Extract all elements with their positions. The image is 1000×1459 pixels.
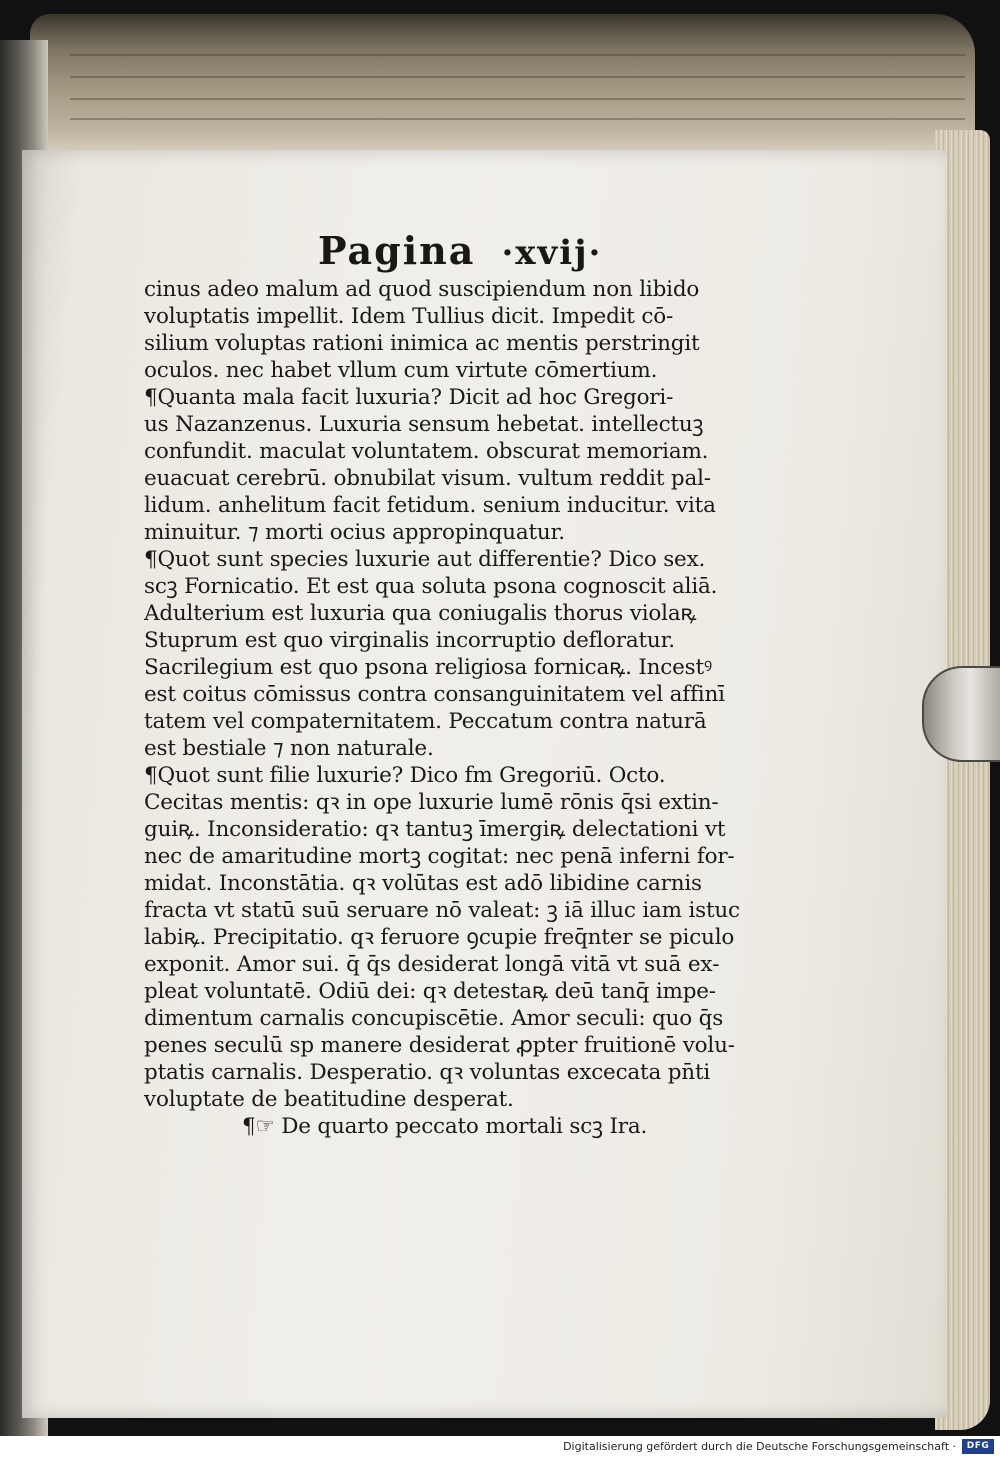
text-line: Sacrilegium est quo psona religiosa fornicaꝶ. Incestꝰ <box>144 655 712 680</box>
text-line: ¶Quot sunt species luxurie aut differentie? Dico sex. <box>144 547 706 572</box>
text-line: silium voluptas rationi inimica ac mentis perstringit <box>144 331 700 356</box>
text-line: est coitus cōmissus contra consanguinitatem vel affinī <box>144 682 725 707</box>
text-line: ¶Quanta mala facit luxuria? Dicit ad hoc Gregori‑ <box>144 385 674 410</box>
text-line: exponit. Amor sui. q̄ q̄s desiderat longā vitā vt suā ex‑ <box>144 952 720 977</box>
text-line: oculos. nec habet vllum cum virtute cōmertium. <box>144 358 658 383</box>
book-top-page-edges <box>30 14 975 154</box>
text-line: guiꝶ. Inconsideratio: qꝛ tantuꝫ īmergiꝶ delectationi vt <box>144 817 726 842</box>
folio-number: ·xvij· <box>501 233 603 273</box>
text-line: confundit. maculat voluntatem. obscurat memoriam. <box>144 439 709 464</box>
text-line: us Nazanzenus. Luxuria sensum hebetat. intellectuꝫ <box>144 412 704 437</box>
text-line: voluptate de beatitudine desperat. <box>144 1087 514 1112</box>
text-line: labiꝶ. Precipitatio. qꝛ feruore ꝯcupie freq̄nter se piculo <box>144 925 735 950</box>
text-line: euacuat cerebrū. obnubilat visum. vultum reddit pal‑ <box>144 466 711 491</box>
text-line: fracta vt statū suū seruare nō valeat: ꝫ iā illuc iam istuc <box>144 898 740 923</box>
text-line: scꝫ Fornicatio. Et est qua soluta psona cognoscit aliā. <box>144 574 718 599</box>
text-block <box>144 276 784 1140</box>
text-line: est bestiale ⁊ non naturale. <box>144 736 434 761</box>
text-line: ptatis carnalis. Desperatio. qꝛ voluntas excecata pn̄ti <box>144 1060 711 1085</box>
page-header <box>318 228 602 273</box>
text-line: penes seculū sp manere desiderat ꝓpter fruitionē volu‑ <box>144 1033 735 1058</box>
header-word: Pagina <box>318 228 476 273</box>
text-line: ¶Quot sunt filie luxurie? Dico fm Gregoriū. Octo. <box>144 763 666 788</box>
text-line: ¶☞ De quarto peccato mortali scꝫ Ira. <box>242 1114 648 1139</box>
book-clasp <box>922 666 1000 762</box>
text-line: dimentum carnalis concupiscētie. Amor seculi: quo q̄s <box>144 1006 724 1031</box>
text-line: minuitur. ⁊ morti ocius appropinquatur. <box>144 520 565 545</box>
footer-credit: Digitalisierung gefördert durch die Deutsche Forschungsgemeinschaft · <box>563 1440 956 1453</box>
text-line: Cecitas mentis: qꝛ in ope luxurie lumē rōnis q̄si extin‑ <box>144 790 719 815</box>
text-line: midat. Inconstātia. qꝛ volūtas est adō libidine carnis <box>144 871 702 896</box>
text-line: pleat voluntatē. Odiū dei: qꝛ detestaꝶ deū tanq̄ impe‑ <box>144 979 716 1004</box>
text-line: Adulterium est luxuria qua coniugalis thorus violaꝶ <box>144 601 697 626</box>
footer-bar <box>0 1436 1000 1459</box>
text-line: Stuprum est quo virginalis incorruptio defloratur. <box>144 628 675 653</box>
dfg-logo: DFG <box>962 1439 994 1454</box>
text-line: nec de amaritudine mortꝫ cogitat: nec penā inferni for‑ <box>144 844 735 869</box>
text-line: tatem vel compaternitatem. Peccatum contra naturā <box>144 709 707 734</box>
text-line: voluptatis impellit. Idem Tullius dicit. Impedit cō‑ <box>144 304 674 329</box>
text-line: cinus adeo malum ad quod suscipiendum non libido <box>144 277 700 302</box>
text-line: lidum. anhelitum facit fetidum. senium inducitur. vita <box>144 493 716 518</box>
